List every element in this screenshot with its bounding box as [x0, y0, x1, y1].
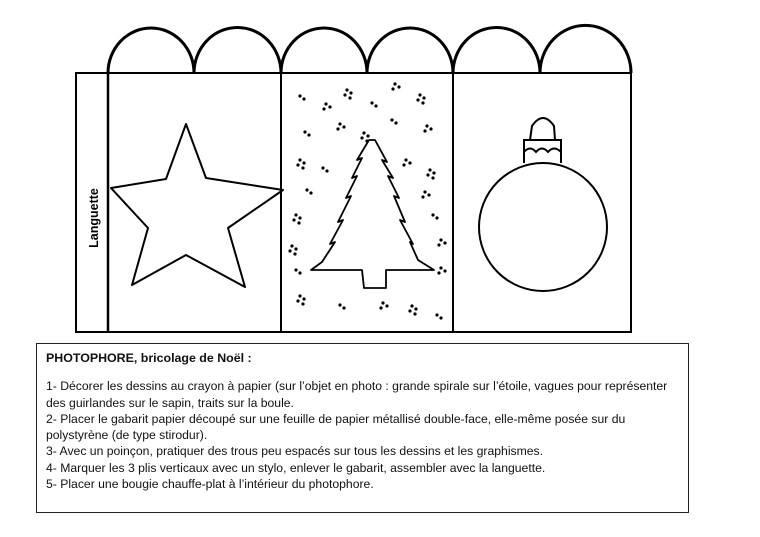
punch-dot	[298, 271, 301, 274]
punch-dots	[288, 82, 446, 319]
punch-dot	[426, 173, 429, 176]
punch-dot	[393, 82, 396, 85]
instructions-box	[36, 343, 689, 513]
punch-dot	[298, 158, 301, 161]
punch-dot	[342, 125, 345, 128]
punch-dot	[437, 243, 440, 246]
punch-dot	[305, 188, 308, 191]
punch-dot	[301, 302, 304, 305]
punch-dot	[301, 166, 304, 169]
punch-dot	[416, 98, 419, 101]
instructions-list	[46, 378, 679, 492]
instruction-step: 2- Placer le gabarit papier découpé sur une feuille de papier métallisé double-face, elle-même posée sur du polystyrène (de type stirodur).	[46, 411, 626, 443]
punch-dot	[443, 241, 446, 244]
punch-dot	[349, 91, 352, 94]
fir-tree-drawing	[311, 140, 434, 288]
punch-dot	[343, 93, 346, 96]
punch-dot	[422, 96, 425, 99]
punch-dot	[374, 104, 377, 107]
punch-dot	[362, 131, 365, 134]
punch-dot	[414, 307, 417, 310]
punch-dot	[423, 129, 426, 132]
punch-dot	[294, 268, 297, 271]
punch-dot	[345, 88, 348, 91]
punch-dot	[293, 252, 296, 255]
punch-dot	[338, 303, 341, 306]
star-drawing	[111, 124, 283, 287]
punch-dot	[322, 107, 325, 110]
punch-dot	[413, 312, 416, 315]
punch-dot	[432, 171, 435, 174]
punch-dot	[303, 130, 306, 133]
punch-dot	[298, 94, 301, 97]
punch-dot	[366, 134, 369, 137]
punch-dot	[408, 161, 411, 164]
punch-dot	[298, 294, 301, 297]
punch-dot	[381, 301, 384, 304]
punch-dot	[342, 306, 345, 309]
punch-dot	[425, 124, 428, 127]
scalloped-top-edge	[108, 25, 631, 73]
punch-dot	[431, 213, 434, 216]
punch-dot	[421, 195, 424, 198]
punch-dot	[428, 168, 431, 171]
punch-dot	[421, 101, 424, 104]
punch-dot	[435, 216, 438, 219]
punch-dot	[439, 266, 442, 269]
punch-dot	[296, 299, 299, 302]
punch-dot	[394, 121, 397, 124]
punch-dot	[439, 238, 442, 241]
punch-dot	[423, 190, 426, 193]
punch-dot	[328, 105, 331, 108]
punch-dot	[418, 93, 421, 96]
punch-dot	[429, 127, 432, 130]
punch-dot	[402, 163, 405, 166]
punch-dot	[298, 216, 301, 219]
punch-dot	[437, 271, 440, 274]
punch-dot	[302, 297, 305, 300]
punch-dot	[370, 101, 373, 104]
punch-dot	[443, 269, 446, 272]
punch-dot	[379, 306, 382, 309]
punch-dot	[404, 158, 407, 161]
punch-dot	[321, 166, 324, 169]
punch-dot	[294, 247, 297, 250]
punch-dot	[439, 316, 442, 319]
instruction-step: 1- Décorer les dessins au crayon à papier (sur l’objet en photo : grande spirale sur l’étoile, vagues pour représenter des guirlandes sur le sapin, traits sur la boule.	[46, 379, 668, 410]
bauble-drawing	[479, 118, 607, 291]
punch-dot	[385, 304, 388, 307]
punch-dot	[360, 136, 363, 139]
punch-dot	[365, 139, 368, 142]
punch-dot	[397, 85, 400, 88]
punch-dot	[290, 244, 293, 247]
punch-dot	[431, 176, 434, 179]
punch-dot	[294, 213, 297, 216]
punch-dot	[292, 218, 295, 221]
punch-dot	[391, 87, 394, 90]
punch-dot	[408, 309, 411, 312]
instruction-step: 4- Marquer les 3 plis verticaux avec un stylo, enlever le gabarit, assembler avec la languette.	[46, 460, 546, 475]
punch-dot	[348, 96, 351, 99]
punch-dot	[435, 313, 438, 316]
instruction-step: 3- Avec un poinçon, pratiquer des trous peu espacés sur tous les dessins et les graphismes.	[46, 444, 544, 459]
punch-dot	[296, 163, 299, 166]
instructions-title: PHOTOPHORE, bricolage de Noël :	[46, 351, 252, 365]
punch-dot	[324, 102, 327, 105]
punch-dot	[390, 118, 393, 121]
punch-dot	[288, 249, 291, 252]
tab-label: Languette	[87, 188, 101, 248]
punch-dot	[336, 127, 339, 130]
punch-dot	[338, 122, 341, 125]
template-outline	[76, 73, 631, 332]
punch-dot	[302, 97, 305, 100]
instruction-step: 5- Placer une bougie chauffe-plat à l’intérieur du photophore.	[46, 477, 374, 492]
punch-dot	[302, 161, 305, 164]
punch-dot	[297, 221, 300, 224]
punch-dot	[410, 304, 413, 307]
punch-dot	[427, 193, 430, 196]
punch-dot	[309, 191, 312, 194]
punch-dot	[307, 133, 310, 136]
punch-dot	[325, 169, 328, 172]
